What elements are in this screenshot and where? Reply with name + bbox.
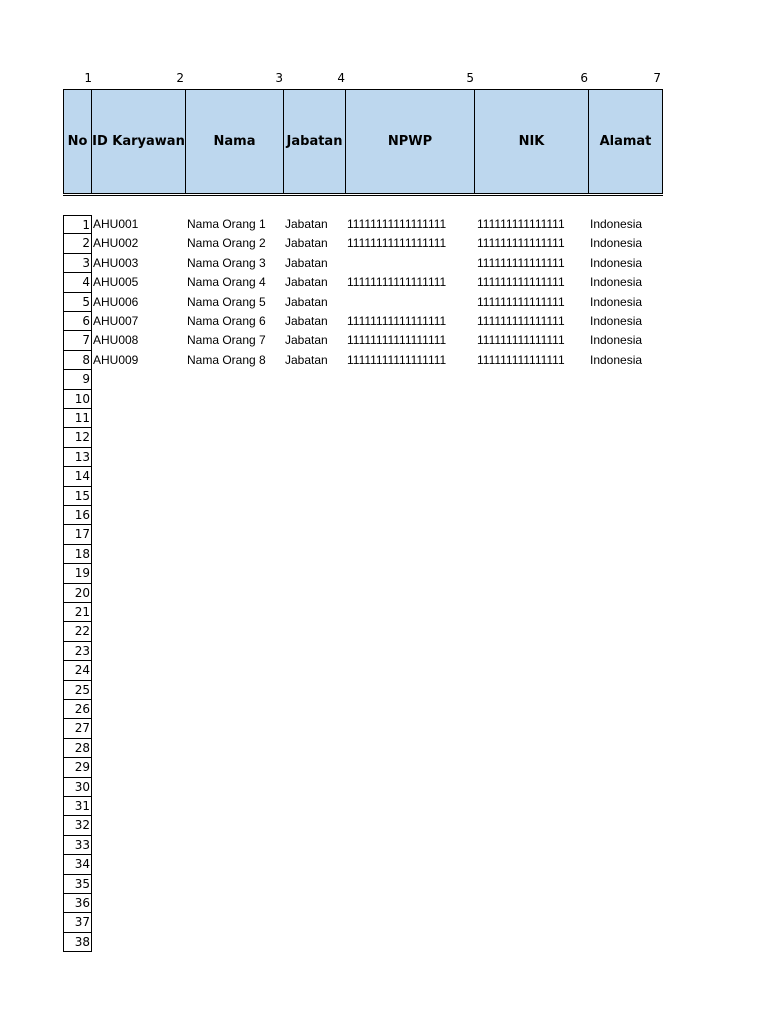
nama-cell[interactable]: Nama Orang 1 <box>187 217 266 231</box>
table-row[interactable] <box>0 293 768 312</box>
jabatan-cell[interactable]: Jabatan <box>285 314 328 328</box>
empty-row[interactable] <box>0 390 768 409</box>
header-nik[interactable]: NIK <box>474 89 589 194</box>
row-number-cell[interactable]: 6 <box>63 312 92 331</box>
id-cell[interactable]: AHU008 <box>93 333 139 348</box>
empty-row[interactable] <box>0 448 768 467</box>
empty-row[interactable] <box>0 545 768 564</box>
alamat-cell[interactable]: Indonesia <box>590 352 643 367</box>
row-number-cell[interactable]: 35 <box>63 875 92 894</box>
row-number-cell[interactable]: 29 <box>63 758 92 777</box>
empty-row[interactable] <box>0 739 768 758</box>
row-number-cell[interactable]: 2 <box>63 234 92 253</box>
nama-cell[interactable]: Nama Orang 7 <box>187 333 266 348</box>
alamat-cell[interactable]: Indonesia <box>590 217 643 231</box>
row-number-cell[interactable]: 34 <box>63 855 92 874</box>
nik-cell[interactable]: 111111111111111 <box>477 294 565 309</box>
jabatan-cell[interactable]: Jabatan <box>285 255 328 270</box>
row-number-cell[interactable]: 20 <box>63 584 92 603</box>
id-cell[interactable]: AHU009 <box>93 352 139 367</box>
row-number-cell[interactable]: 5 <box>63 293 92 312</box>
row-number-cell[interactable]: 27 <box>63 719 92 738</box>
row-number-cell[interactable]: 30 <box>63 778 92 797</box>
header-double-border <box>63 195 663 196</box>
empty-row[interactable] <box>0 797 768 816</box>
table-row[interactable] <box>0 234 768 253</box>
nik-cell[interactable]: 111111111111111 <box>477 352 565 367</box>
row-number-cell[interactable]: 28 <box>63 739 92 758</box>
alamat-cell[interactable]: Indonesia <box>590 255 643 270</box>
jabatan-cell[interactable]: Jabatan <box>285 217 328 231</box>
alamat-cell[interactable]: Indonesia <box>590 333 643 348</box>
empty-row[interactable] <box>0 700 768 719</box>
row-number-cell[interactable]: 12 <box>63 428 92 447</box>
row-number-cell[interactable]: 17 <box>63 525 92 544</box>
row-number-cell[interactable]: 38 <box>63 933 92 952</box>
column-number: 5 <box>466 71 474 85</box>
column-number: 3 <box>275 71 283 85</box>
id-cell[interactable]: AHU007 <box>93 314 139 328</box>
npwp-cell[interactable]: 11111111111111111 <box>347 275 447 290</box>
nik-cell[interactable]: 111111111111111 <box>477 333 565 348</box>
empty-row[interactable] <box>0 758 768 777</box>
alamat-cell[interactable]: Indonesia <box>590 275 643 290</box>
table-header <box>63 89 663 194</box>
header-alamat[interactable]: Alamat <box>588 89 663 194</box>
table-row[interactable] <box>0 351 768 370</box>
row-number-cell[interactable]: 16 <box>63 506 92 525</box>
npwp-cell[interactable]: 11111111111111111 <box>347 333 447 348</box>
jabatan-cell[interactable]: Jabatan <box>285 236 328 251</box>
jabatan-cell[interactable]: Jabatan <box>285 333 328 348</box>
empty-row[interactable] <box>0 487 768 506</box>
alamat-cell[interactable]: Indonesia <box>590 236 643 251</box>
row-number-cell[interactable]: 32 <box>63 816 92 835</box>
row-number-cell[interactable]: 11 <box>63 409 92 428</box>
row-number-cell[interactable]: 4 <box>63 273 92 292</box>
empty-row[interactable] <box>0 428 768 447</box>
header-id-karyawan[interactable]: ID Karyawan <box>91 89 186 194</box>
empty-row[interactable] <box>0 719 768 738</box>
empty-row[interactable] <box>0 642 768 661</box>
nama-cell[interactable]: Nama Orang 4 <box>187 275 266 290</box>
row-number-cell[interactable]: 3 <box>63 254 92 273</box>
row-number-cell[interactable]: 36 <box>63 894 92 913</box>
row-number-cell[interactable]: 33 <box>63 836 92 855</box>
row-number-cell[interactable]: 21 <box>63 603 92 622</box>
nik-cell[interactable]: 111111111111111 <box>477 275 565 290</box>
empty-row[interactable] <box>0 778 768 797</box>
empty-row[interactable] <box>0 816 768 835</box>
nik-cell[interactable]: 111111111111111 <box>477 217 565 231</box>
row-number-cell[interactable]: 1 <box>63 215 92 234</box>
empty-row[interactable] <box>0 836 768 855</box>
alamat-cell[interactable]: Indonesia <box>590 314 643 328</box>
empty-row[interactable] <box>0 681 768 700</box>
column-number: 2 <box>176 71 184 85</box>
empty-row[interactable] <box>0 467 768 486</box>
row-number-cell[interactable]: 18 <box>63 545 92 564</box>
nik-cell[interactable]: 111111111111111 <box>477 314 565 328</box>
empty-row[interactable] <box>0 622 768 641</box>
row-number-cell[interactable]: 8 <box>63 351 92 370</box>
row-number-cell[interactable]: 10 <box>63 390 92 409</box>
header-no[interactable]: No <box>63 89 92 194</box>
row-number-cell[interactable]: 13 <box>63 448 92 467</box>
header-jabatan[interactable]: Jabatan <box>283 89 346 194</box>
npwp-cell[interactable]: 11111111111111111 <box>347 217 447 231</box>
id-cell[interactable]: AHU002 <box>93 236 139 251</box>
table-row[interactable] <box>0 331 768 350</box>
row-number-cell[interactable]: 25 <box>63 681 92 700</box>
empty-row[interactable] <box>0 584 768 603</box>
column-number: 7 <box>653 71 661 85</box>
row-number-cell[interactable]: 14 <box>63 467 92 486</box>
npwp-cell[interactable]: 11111111111111111 <box>347 352 447 367</box>
nik-cell[interactable]: 111111111111111 <box>477 236 565 251</box>
row-number-cell[interactable]: 15 <box>63 487 92 506</box>
npwp-cell[interactable]: 11111111111111111 <box>347 236 447 251</box>
column-number: 1 <box>84 71 92 85</box>
row-number-cell[interactable]: 22 <box>63 622 92 641</box>
table-row[interactable] <box>0 215 768 234</box>
empty-row[interactable] <box>0 913 768 932</box>
empty-row[interactable] <box>0 875 768 894</box>
nama-cell[interactable]: Nama Orang 3 <box>187 255 266 270</box>
column-number: 4 <box>337 71 345 85</box>
empty-row[interactable] <box>0 409 768 428</box>
nama-cell[interactable]: Nama Orang 2 <box>187 236 266 251</box>
id-cell[interactable]: AHU001 <box>93 217 139 231</box>
column-number-row <box>0 71 768 87</box>
jabatan-cell[interactable]: Jabatan <box>285 275 328 290</box>
id-cell[interactable]: AHU003 <box>93 255 139 270</box>
nik-cell[interactable]: 111111111111111 <box>477 255 565 270</box>
row-number-cell[interactable]: 31 <box>63 797 92 816</box>
table-row[interactable] <box>0 312 768 331</box>
table-row[interactable] <box>0 254 768 273</box>
row-number-cell[interactable]: 19 <box>63 564 92 583</box>
empty-row[interactable] <box>0 564 768 583</box>
header-nama[interactable]: Nama <box>185 89 284 194</box>
row-number-cell[interactable]: 23 <box>63 642 92 661</box>
row-number-cell[interactable]: 37 <box>63 913 92 932</box>
alamat-cell[interactable]: Indonesia <box>590 294 643 309</box>
npwp-cell[interactable]: 11111111111111111 <box>347 314 447 328</box>
nama-cell[interactable]: Nama Orang 8 <box>187 352 266 367</box>
row-number-cell[interactable]: 24 <box>63 661 92 680</box>
header-npwp[interactable]: NPWP <box>345 89 475 194</box>
column-number: 6 <box>580 71 588 85</box>
empty-row[interactable] <box>0 894 768 913</box>
jabatan-cell[interactable]: Jabatan <box>285 352 328 367</box>
nama-cell[interactable]: Nama Orang 5 <box>187 294 266 309</box>
empty-row[interactable] <box>0 855 768 874</box>
id-cell[interactable]: AHU005 <box>93 275 139 290</box>
empty-row[interactable] <box>0 506 768 525</box>
row-number-cell[interactable]: 9 <box>63 370 92 389</box>
empty-row[interactable] <box>0 661 768 680</box>
empty-row[interactable] <box>0 933 768 952</box>
nama-cell[interactable]: Nama Orang 6 <box>187 314 266 328</box>
empty-row[interactable] <box>0 525 768 544</box>
empty-row[interactable] <box>0 370 768 389</box>
row-number-cell[interactable]: 7 <box>63 331 92 350</box>
empty-row[interactable] <box>0 603 768 622</box>
id-cell[interactable]: AHU006 <box>93 294 139 309</box>
jabatan-cell[interactable]: Jabatan <box>285 294 328 309</box>
table-row[interactable] <box>0 273 768 292</box>
row-number-cell[interactable]: 26 <box>63 700 92 719</box>
